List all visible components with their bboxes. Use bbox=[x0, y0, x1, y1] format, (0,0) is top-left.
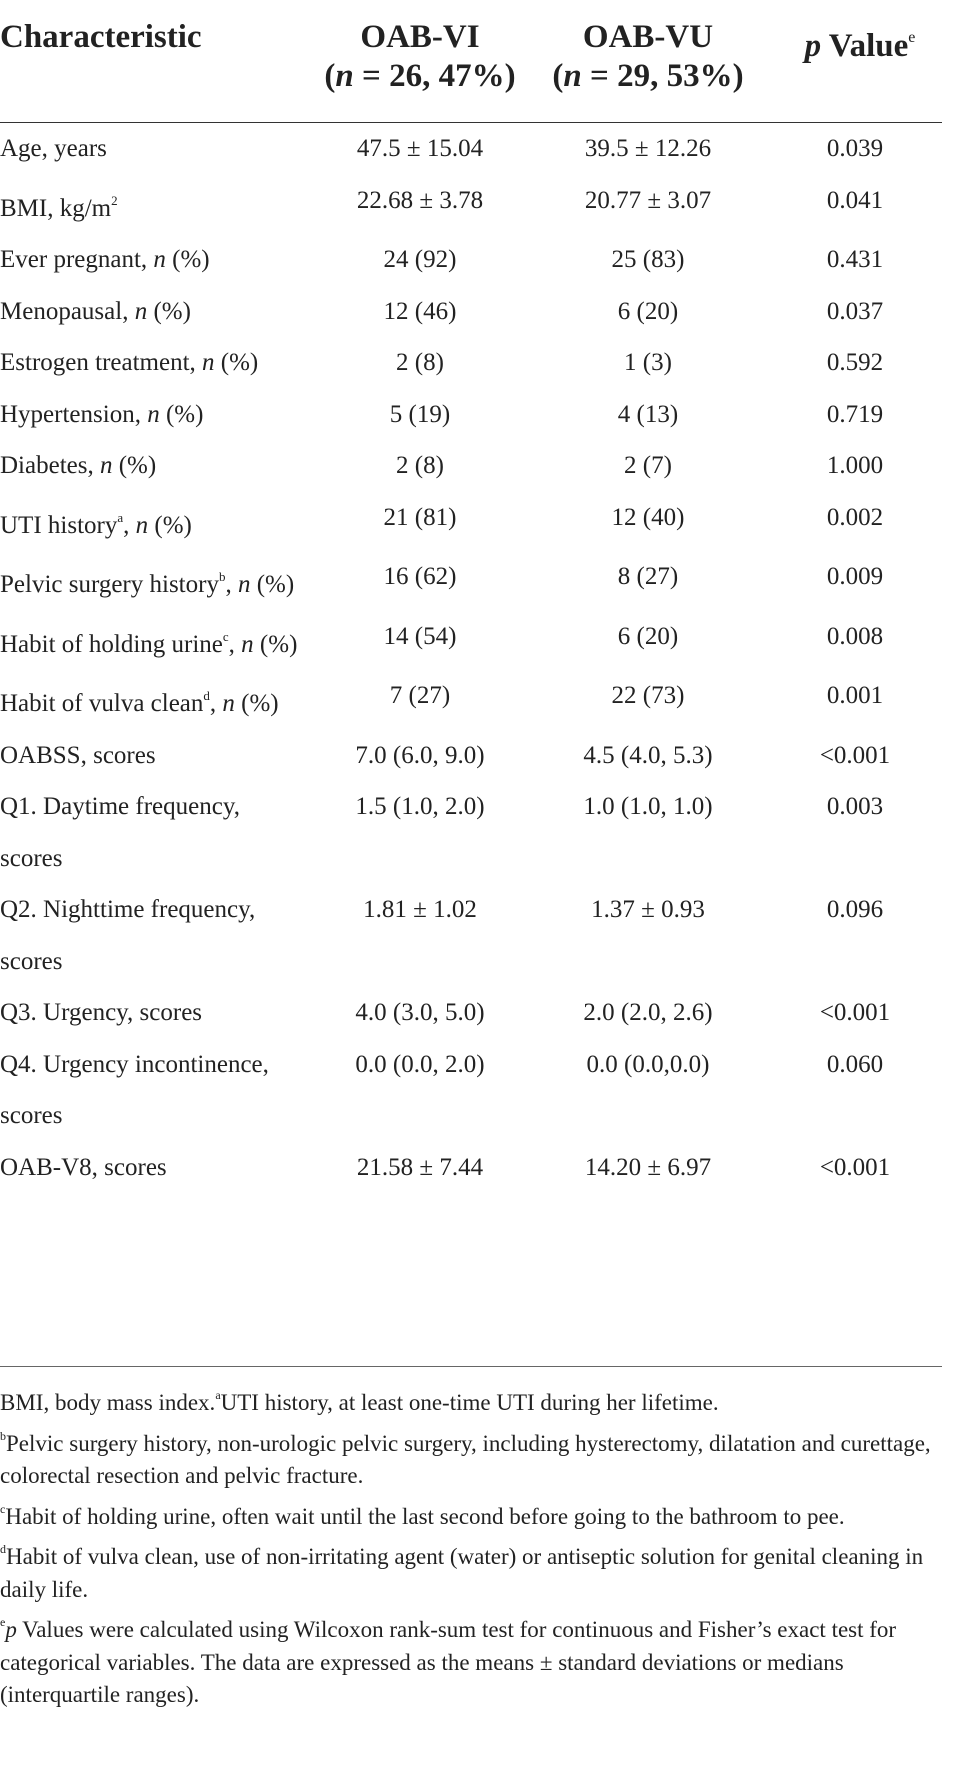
row-label-mid: , bbox=[225, 571, 238, 598]
row-oab-vu-value: 6 (20) bbox=[617, 297, 679, 325]
row-characteristic bbox=[0, 123, 300, 175]
row-label-n: n bbox=[237, 571, 251, 598]
row-label: Ever pregnant, bbox=[0, 246, 154, 273]
row-label-sup: 2 bbox=[111, 192, 118, 208]
row-label: OAB-V8, scores bbox=[0, 1153, 167, 1181]
row-p-value: 0.009 bbox=[826, 563, 884, 590]
table-row bbox=[0, 123, 942, 175]
row-label: Habit of vulva clean bbox=[0, 690, 204, 717]
row-p-value: 0.431 bbox=[826, 246, 884, 273]
row-characteristic bbox=[0, 1142, 300, 1194]
header-oab-vi-name: OAB-VI bbox=[360, 19, 480, 55]
row-characteristic bbox=[0, 730, 300, 782]
footnote-b-text: Pelvic surgery history, non-urologic pelvic surgery, including hysterectomy, dilatation and curettage, colorectal resection and pelvic fracture. bbox=[0, 1430, 931, 1488]
row-p-value: <0.001 bbox=[819, 999, 891, 1026]
row-oab-vu-value: 1 (3) bbox=[624, 349, 672, 376]
row-label: Habit of holding urine bbox=[0, 630, 223, 658]
row-label-tail: (%) bbox=[147, 297, 191, 325]
row-oab-vu-value: 4.5 (4.0, 5.3) bbox=[583, 741, 713, 769]
row-characteristic bbox=[0, 337, 300, 389]
row-characteristic bbox=[0, 670, 300, 730]
row-characteristic bbox=[0, 1039, 300, 1142]
footnote-d bbox=[0, 1533, 942, 1606]
row-characteristic bbox=[0, 551, 300, 611]
row-label: Q2. Nighttime frequency, scores bbox=[0, 896, 256, 975]
row-label: Q1. Daytime frequency, scores bbox=[0, 793, 240, 872]
row-p-value: 0.002 bbox=[826, 503, 884, 531]
row-p-value: <0.001 bbox=[819, 1153, 891, 1181]
header-p-sup: e bbox=[908, 29, 916, 46]
row-label-tail: (%) bbox=[159, 400, 204, 428]
row-oab-vu-value: 1.0 (1.0, 1.0) bbox=[583, 793, 713, 820]
footnote-c-sup: c bbox=[0, 1501, 6, 1516]
row-label-sup: c bbox=[222, 628, 229, 644]
row-oab-vu-value: 8 (27) bbox=[617, 563, 679, 590]
table-row bbox=[0, 286, 942, 338]
header-p-value bbox=[780, 18, 940, 66]
row-p-value: 0.008 bbox=[826, 622, 884, 650]
row-oab-vi-value: 21.58 ± 7.44 bbox=[356, 1153, 484, 1181]
row-p-value: 0.003 bbox=[826, 793, 884, 820]
row-oab-vi-value: 22.68 ± 3.78 bbox=[356, 186, 484, 214]
table-row bbox=[0, 175, 942, 235]
row-label: Menopausal, bbox=[0, 297, 135, 325]
row-label: UTI history bbox=[0, 511, 118, 539]
row-label-mid: , bbox=[228, 630, 242, 658]
row-label-sup: a bbox=[117, 509, 124, 525]
row-label-tail: (%) bbox=[148, 511, 192, 539]
table-row bbox=[0, 440, 942, 492]
row-characteristic bbox=[0, 884, 300, 987]
row-label-tail: (%) bbox=[112, 452, 157, 479]
footnote-b-sup: b bbox=[0, 1428, 6, 1443]
footnote-e-p: p bbox=[5, 1617, 17, 1642]
row-label-n: n bbox=[99, 452, 113, 479]
row-oab-vu-value: 4 (13) bbox=[617, 400, 679, 428]
row-oab-vi-value: 2 (8) bbox=[396, 349, 444, 376]
row-oab-vi-value: 1.81 ± 1.02 bbox=[363, 896, 477, 923]
header-oab-vi: OAB-VI (n = 26, 47%) bbox=[324, 19, 516, 94]
row-p-value: 0.719 bbox=[826, 400, 884, 428]
row-p-value: 0.037 bbox=[826, 297, 884, 325]
row-label-n: n bbox=[222, 690, 235, 717]
header-oab-vi-n: n bbox=[335, 58, 354, 94]
header-oab-vu-name: OAB-VU bbox=[582, 19, 714, 55]
footnote-e-text: Values were calculated using Wilcoxon rank-sum test for continuous and Fisher’s exact test for categorical variables. The data are expressed as the means ± standard deviations or medians (interquartile ranges). bbox=[0, 1617, 897, 1707]
row-oab-vu-value: 1.37 ± 0.93 bbox=[591, 896, 705, 923]
header-characteristic: Characteristic bbox=[0, 19, 202, 55]
row-oab-vi-value: 14 (54) bbox=[383, 622, 457, 650]
header-oab-vu: OAB-VU (n = 29, 53%) bbox=[552, 19, 744, 94]
row-characteristic bbox=[0, 611, 300, 671]
row-p-value: 1.000 bbox=[826, 452, 884, 479]
row-oab-vu-value: 0.0 (0.0,0.0) bbox=[586, 1050, 710, 1078]
row-label-n: n bbox=[153, 246, 166, 273]
row-p-value: 0.060 bbox=[826, 1050, 884, 1078]
row-label: Hypertension, bbox=[0, 400, 148, 428]
row-label: OABSS, scores bbox=[0, 741, 156, 769]
row-label: Estrogen treatment, bbox=[0, 349, 203, 376]
row-oab-vi-value: 2 (8) bbox=[396, 452, 444, 479]
table-header bbox=[0, 0, 942, 123]
row-p-value: 0.001 bbox=[826, 682, 884, 709]
row-label-n: n bbox=[135, 511, 149, 539]
row-label: Pelvic surgery history bbox=[0, 571, 219, 598]
row-characteristic bbox=[0, 286, 300, 338]
table-row bbox=[0, 389, 942, 441]
row-oab-vi-value: 16 (62) bbox=[383, 563, 457, 590]
table-row bbox=[0, 1039, 942, 1142]
row-characteristic bbox=[0, 234, 300, 286]
footnote-abbrev: BMI, body mass index. bbox=[0, 1390, 216, 1415]
row-oab-vi-value: 7 (27) bbox=[389, 682, 451, 709]
table-row bbox=[0, 337, 942, 389]
row-p-value: 0.041 bbox=[826, 186, 884, 214]
header-oab-vi-count: = 26, 47%) bbox=[353, 58, 516, 94]
row-label-tail: (%) bbox=[214, 349, 259, 376]
table-row bbox=[0, 551, 942, 611]
table-row bbox=[0, 730, 942, 782]
row-label: Q3. Urgency, scores bbox=[0, 999, 203, 1026]
row-label: BMI, kg/m bbox=[0, 194, 112, 222]
row-label-sup: d bbox=[203, 688, 210, 703]
row-label-sup: b bbox=[218, 569, 226, 584]
footnote-abbrev-a bbox=[0, 1379, 942, 1420]
row-oab-vi-value: 7.0 (6.0, 9.0) bbox=[355, 741, 485, 769]
table-row bbox=[0, 1142, 942, 1194]
row-label-n: n bbox=[147, 400, 160, 428]
table-row bbox=[0, 781, 942, 884]
row-oab-vi-value: 5 (19) bbox=[389, 400, 451, 428]
header-p-label: Value bbox=[821, 28, 909, 64]
row-p-value: 0.096 bbox=[826, 896, 884, 923]
row-label-n: n bbox=[241, 630, 254, 658]
row-oab-vi-value: 24 (92) bbox=[383, 246, 457, 273]
table-row bbox=[0, 492, 942, 552]
row-label: Q4. Urgency incontinence, scores bbox=[0, 1050, 269, 1129]
row-characteristic bbox=[0, 492, 300, 552]
row-label: Diabetes, bbox=[0, 452, 100, 479]
row-label-mid: , bbox=[123, 511, 136, 539]
header-oab-vu-count: = 29, 53%) bbox=[581, 58, 744, 94]
row-oab-vu-value: 2.0 (2.0, 2.6) bbox=[583, 999, 713, 1026]
row-oab-vu-value: 12 (40) bbox=[611, 503, 685, 531]
footnote-e-sup: e bbox=[0, 1615, 6, 1629]
footnote-d-text: Habit of vulva clean, use of non-irritating agent (water) or antiseptic solution for genital cleaning in daily life. bbox=[0, 1544, 924, 1602]
row-oab-vi-value: 47.5 ± 15.04 bbox=[356, 135, 484, 162]
table-body bbox=[0, 123, 942, 1193]
row-characteristic bbox=[0, 987, 300, 1039]
row-characteristic bbox=[0, 175, 300, 235]
table-row bbox=[0, 670, 942, 730]
row-p-value: 0.039 bbox=[826, 135, 884, 162]
table-row bbox=[0, 611, 942, 671]
row-oab-vu-value: 25 (83) bbox=[611, 246, 685, 273]
table-row bbox=[0, 884, 942, 987]
row-oab-vi-value: 0.0 (0.0, 2.0) bbox=[355, 1050, 485, 1078]
row-oab-vu-value: 14.20 ± 6.97 bbox=[584, 1153, 712, 1181]
row-characteristic bbox=[0, 389, 300, 441]
row-oab-vu-value: 22 (73) bbox=[611, 682, 685, 709]
row-label-tail: (%) bbox=[234, 690, 279, 717]
footnote-c bbox=[0, 1493, 942, 1534]
row-oab-vi-value: 12 (46) bbox=[383, 297, 457, 325]
header-p-italic: p bbox=[804, 28, 822, 64]
table-footnotes bbox=[0, 1366, 942, 1712]
row-label-n: n bbox=[134, 297, 148, 325]
row-oab-vi-value: 4.0 (3.0, 5.0) bbox=[355, 999, 485, 1026]
row-label-tail: (%) bbox=[165, 246, 210, 273]
row-oab-vu-value: 6 (20) bbox=[617, 622, 679, 650]
footnote-a-text: UTI history, at least one-time UTI during her lifetime. bbox=[220, 1390, 719, 1415]
row-p-value: <0.001 bbox=[819, 741, 891, 769]
row-oab-vu-value: 2 (7) bbox=[624, 452, 672, 479]
row-label-tail: (%) bbox=[253, 630, 298, 658]
table-row bbox=[0, 987, 942, 1039]
footnote-a-sup: a bbox=[215, 1388, 221, 1402]
footnote-d-sup: d bbox=[0, 1542, 6, 1556]
footnote-c-text: Habit of holding urine, often wait until the last second before going to the bathroom to pee. bbox=[5, 1503, 845, 1529]
row-label: Age, years bbox=[0, 135, 107, 162]
footnote-b bbox=[0, 1420, 942, 1493]
table-row bbox=[0, 234, 942, 286]
row-oab-vi-value: 1.5 (1.0, 2.0) bbox=[355, 793, 485, 820]
row-p-value: 0.592 bbox=[826, 349, 884, 376]
row-oab-vi-value: 21 (81) bbox=[383, 503, 457, 531]
row-characteristic bbox=[0, 781, 300, 884]
footnote-e bbox=[0, 1606, 942, 1712]
row-label-n: n bbox=[202, 349, 215, 376]
row-characteristic bbox=[0, 440, 300, 492]
row-oab-vu-value: 20.77 ± 3.07 bbox=[584, 186, 712, 214]
header-oab-vu-n: n bbox=[563, 58, 582, 94]
row-label-mid: , bbox=[209, 690, 223, 717]
row-label-tail: (%) bbox=[250, 571, 295, 598]
row-oab-vu-value: 39.5 ± 12.26 bbox=[584, 135, 712, 162]
